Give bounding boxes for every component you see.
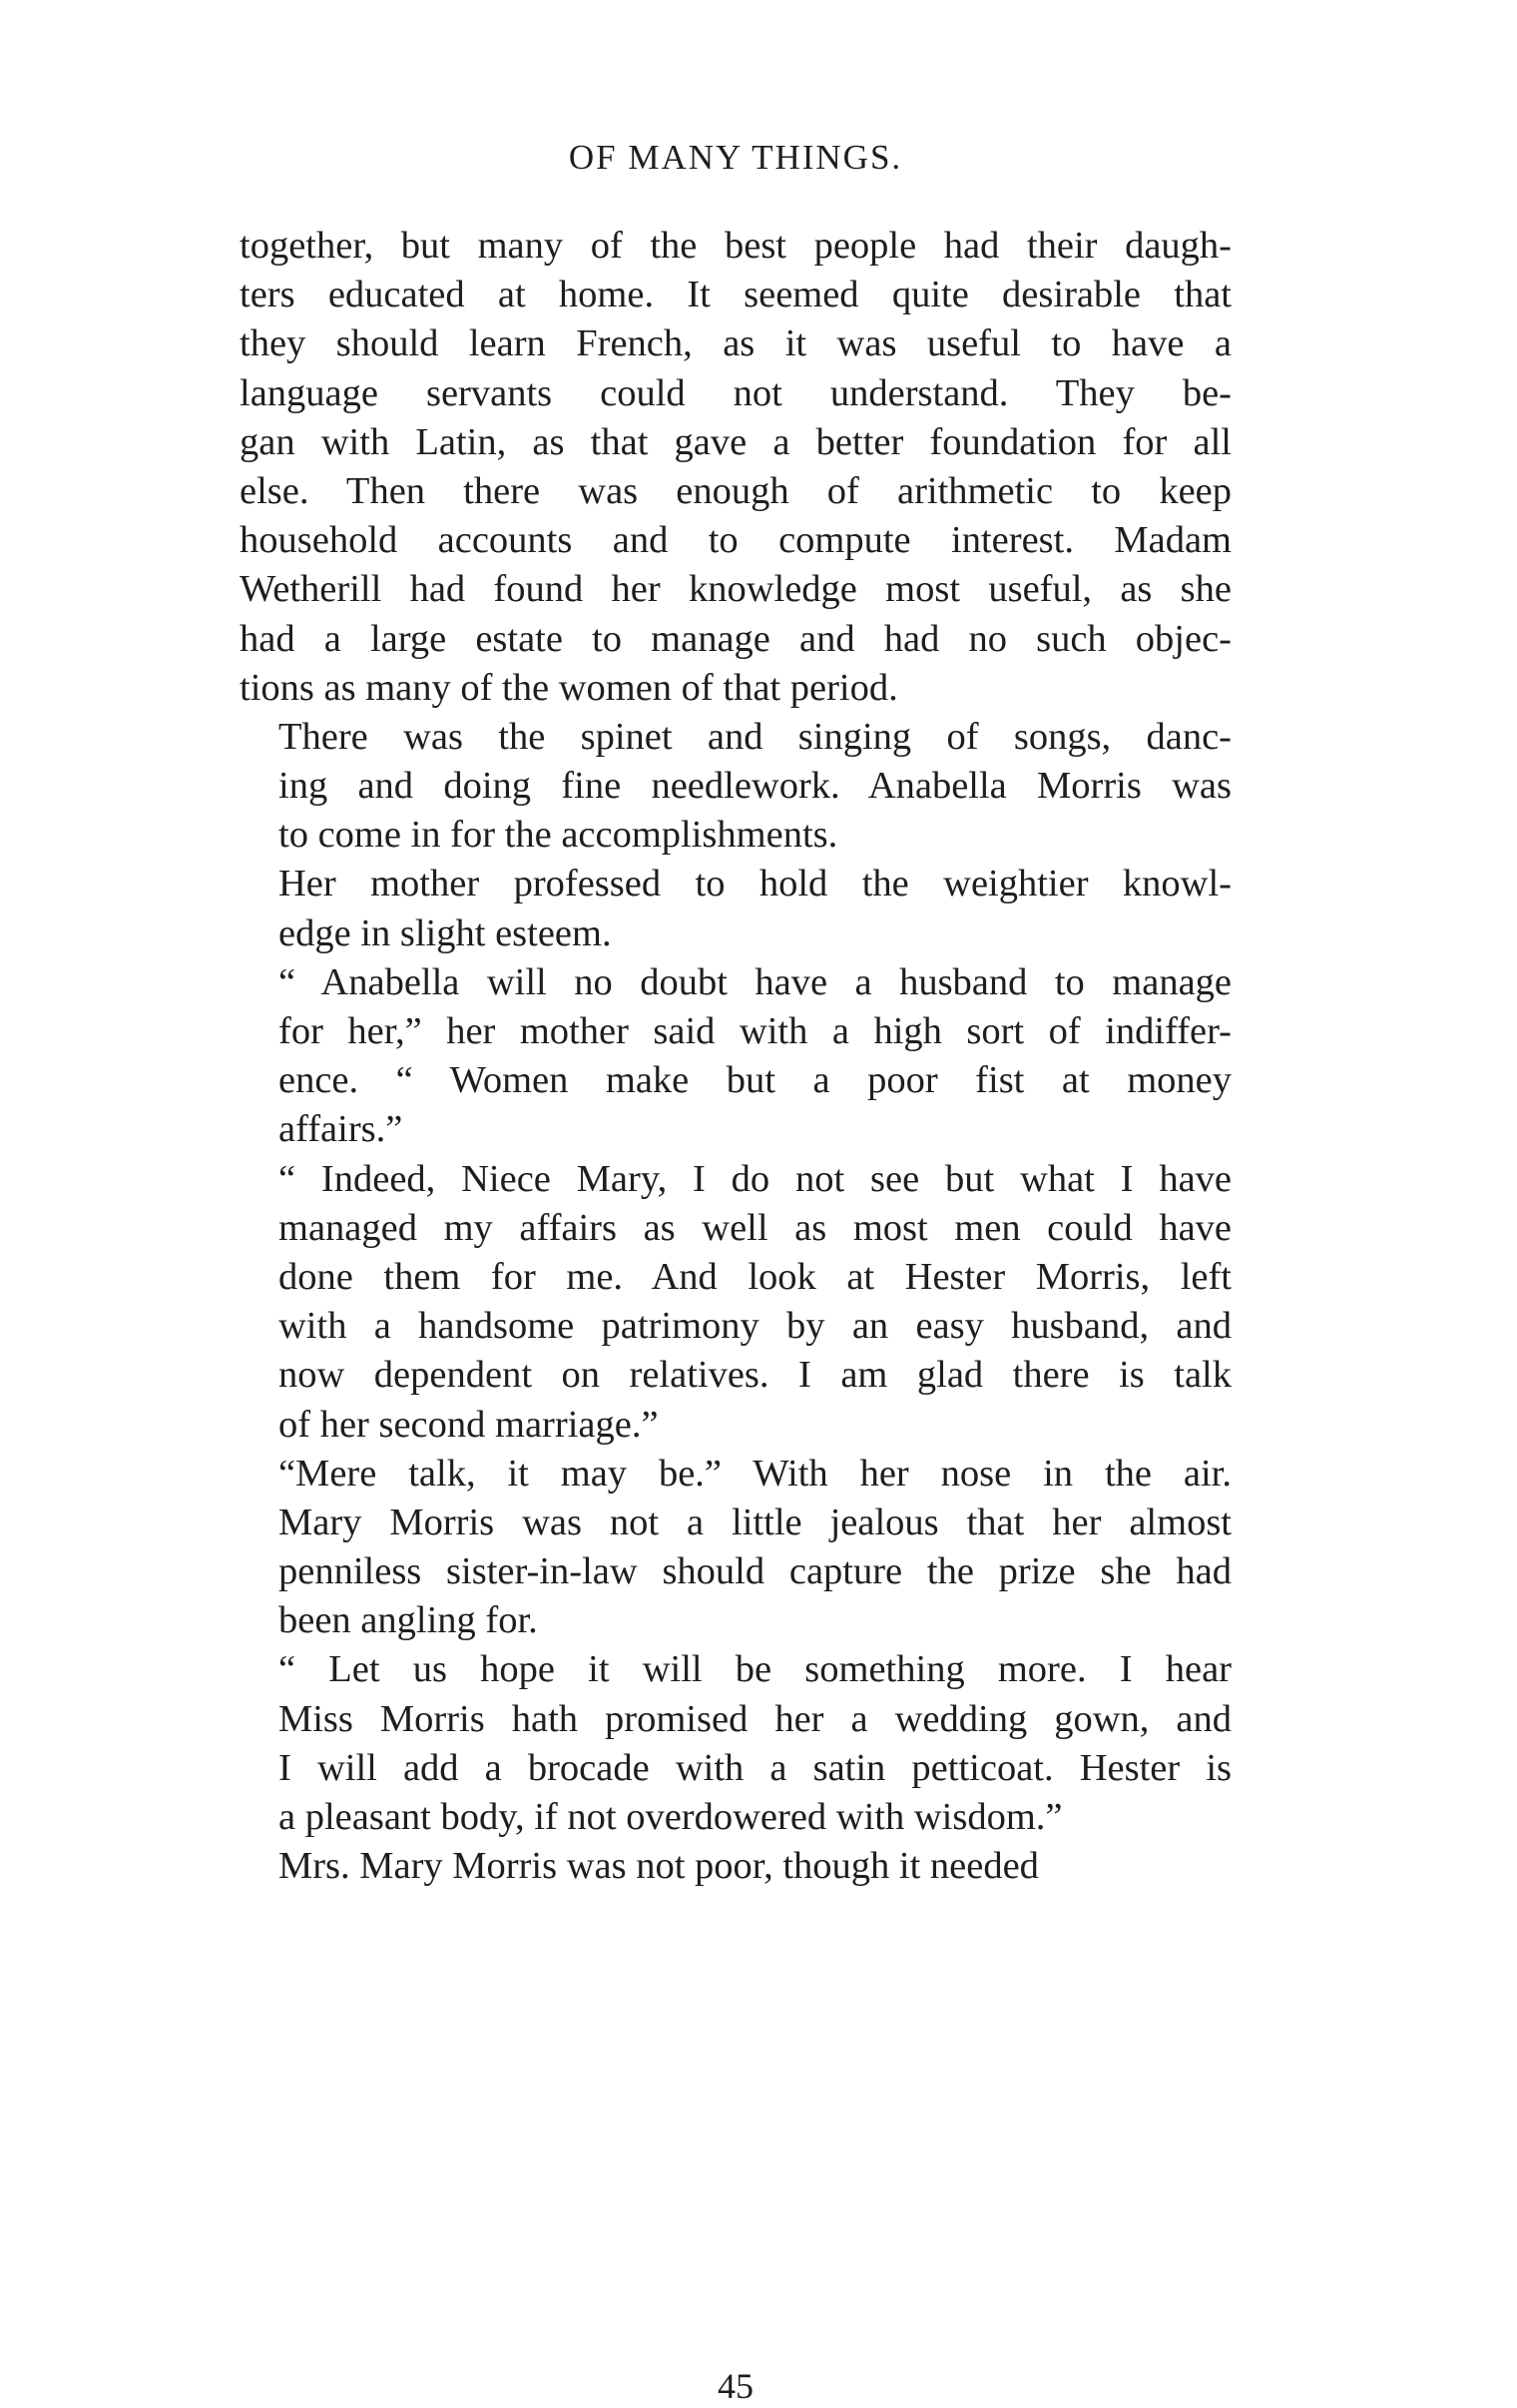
text-line: they should learn French, as it was useful to have a — [240, 322, 1232, 365]
text-line: for her,” her mother said with a high sort of indiffer- — [278, 1010, 1232, 1052]
text-line: Mrs. Mary Morris was not poor, though it needed — [278, 1845, 1039, 1888]
text-line: had a large estate to manage and had no such objec- — [240, 617, 1232, 660]
paragraph — [240, 1155, 1232, 1450]
text-line: “ Anabella will no doubt have a husband to manage — [278, 960, 1232, 1003]
page-number: 45 — [718, 2366, 754, 2406]
text-line: together, but many of the best people had their daugh- — [240, 225, 1232, 267]
text-line: language servants could not understand. They be- — [240, 371, 1232, 414]
text-line: now dependent on relatives. I am glad there is talk — [278, 1354, 1232, 1397]
text-line: penniless sister-in-law should capture the prize she had — [278, 1550, 1232, 1593]
text-line: of her second marriage.” — [278, 1403, 659, 1446]
text-line: affairs.” — [278, 1108, 403, 1151]
text-line: else. Then there was enough of arithmetic to keep — [240, 469, 1232, 512]
text-line: Her mother professed to hold the weightier knowl- — [278, 863, 1232, 905]
text-line: Wetherill had found her knowledge most useful, as she — [240, 568, 1232, 611]
text-line: “ Indeed, Niece Mary, I do not see but what I have — [278, 1157, 1232, 1200]
text-line: ters educated at home. It seemed quite desirable that — [240, 274, 1232, 316]
text-line: with a handsome patrimony by an easy husband, and — [278, 1305, 1232, 1348]
text-line: household accounts and to compute interest. Madam — [240, 519, 1232, 562]
running-head: OF MANY THINGS. — [568, 138, 903, 177]
text-line: “ Let us hope it will be something more. I hear — [278, 1648, 1232, 1691]
text-line: ing and doing fine needlework. Anabella Morris was — [278, 765, 1232, 808]
text-line: Mary Morris was not a little jealous that her almost — [278, 1501, 1232, 1543]
paragraph — [240, 1842, 1232, 1891]
paragraph — [240, 1645, 1232, 1842]
text-line: edge in slight esteem. — [278, 911, 612, 954]
text-line: to come in for the accomplishments. — [278, 814, 838, 857]
text-line: been angling for. — [278, 1599, 538, 1642]
text-line: Miss Morris hath promised her a wedding gown, and — [278, 1697, 1232, 1740]
paragraph — [240, 713, 1232, 861]
text-line: managed my affairs as well as most men could have — [278, 1206, 1232, 1249]
paragraph — [240, 222, 1232, 713]
text-line: ence. “ Women make but a poor fist at money — [278, 1059, 1232, 1102]
book-page — [240, 0, 1232, 2406]
text-line: There was the spinet and singing of songs, danc- — [278, 715, 1232, 758]
text-line: a pleasant body, if not overdowered with wisdom.” — [278, 1796, 1063, 1838]
text-line: “Mere talk, it may be.” With her nose in the air. — [278, 1452, 1232, 1495]
paragraph — [240, 860, 1232, 957]
text-line: gan with Latin, as that gave a better foundation for all — [240, 420, 1232, 463]
paragraph — [240, 958, 1232, 1155]
paragraph — [240, 1450, 1232, 1646]
text-line: tions as many of the women of that period. — [240, 666, 898, 709]
body-text — [240, 222, 1232, 1891]
text-line: I will add a brocade with a satin petticoat. Hester is — [278, 1746, 1232, 1789]
text-line: done them for me. And look at Hester Morris, left — [278, 1255, 1232, 1298]
